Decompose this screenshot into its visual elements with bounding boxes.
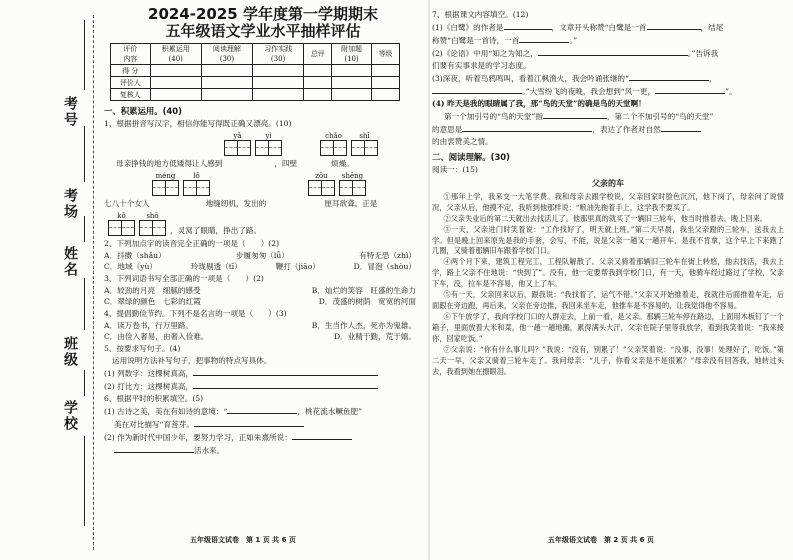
binding-label-school: 学校 — [62, 400, 78, 432]
q6-text: 活水来。 — [194, 446, 225, 456]
writing-cells — [152, 180, 179, 196]
q1-text: 母亲挣钱的地方低矮得让人感到 — [116, 159, 223, 169]
score-cell[interactable] — [304, 89, 332, 101]
q7-item-4: (4) 昨天是我的眼睛属了我，那“鸟的天堂”的确是鸟的天堂啊！ — [432, 99, 646, 108]
q7-item-1 — [432, 21, 784, 33]
exam-title-line1: 2024-2025 学年度第一学期期末 — [148, 5, 378, 23]
pinyin-text: zǒu — [315, 172, 328, 181]
q1-text: 烦燥。 — [331, 159, 354, 169]
q7-text: ”。 — [725, 87, 737, 96]
answer-blank[interactable] — [462, 123, 592, 132]
q1-text: 七八十个女人 — [104, 199, 150, 209]
q7-item-2 — [432, 47, 784, 59]
pinyin-box[interactable] — [183, 171, 210, 196]
q7-item-4a — [432, 110, 784, 122]
exam-title-line2: 五年级语文学业水平抽样评估 — [165, 22, 361, 40]
option[interactable]: A．读万卷书，行万里路。 — [104, 321, 194, 331]
q7-text: (3)深夜，听着鸟鸦鸣叫，看着江枫渔火，我会吟诵张继的“ — [432, 74, 629, 83]
writing-cells — [339, 180, 366, 196]
q7-item-3b — [432, 85, 784, 97]
question-6: 6、根据平时的积累填空。(5) — [104, 394, 204, 404]
q7-item-4e: 的由衷赞美之情。 — [432, 137, 493, 146]
q7-item-2b: 们要有实事求是的学习态度。 — [432, 61, 531, 70]
q6-text: (2) 作为新时代中国少年，要努力学习，正如朱熹所说： — [104, 433, 292, 443]
q7-text: ， — [708, 74, 717, 83]
binding-line — [84, 126, 85, 182]
answer-blank[interactable] — [193, 367, 378, 376]
pinyin-box[interactable] — [152, 171, 179, 196]
option[interactable]: 步履匆匆（lǚ） — [235, 251, 289, 261]
pinyin-row — [104, 211, 422, 236]
right-page — [432, 8, 784, 378]
q7-text: 称赞“白鹭是一首诗，一首 — [432, 36, 520, 45]
score-cell[interactable] — [332, 89, 372, 101]
writing-cells — [308, 180, 335, 196]
score-cell[interactable] — [304, 65, 332, 77]
q3-options-row — [104, 296, 422, 307]
score-header-cell: 阅读理解 (30) — [201, 44, 252, 65]
question-3: 3、下列词语书写全部正确的一项是（ ）(2) — [104, 274, 264, 284]
page-footer-right: 五年级语文试卷 第 2 页 共 6 页 — [548, 536, 654, 544]
writing-cells — [224, 140, 251, 156]
binding-line — [84, 436, 85, 526]
question-4: 4、提倡勤俭节约。下列不是名言的一项是（ ）(3) — [104, 309, 287, 319]
binding-dashed-line — [93, 15, 94, 550]
article-paragraph: ①那年上学，我来交一大笔学费。我和母亲去跟学校说，父亲回家时脸色沉沉，他下岗了，母亲问了说情况，父亲从后，他摸不定，我听到他那样说：“粮油先拖着手上，这学我不要买了。 — [432, 191, 784, 212]
page-fold — [428, 0, 430, 560]
answer-blank[interactable] — [647, 21, 701, 30]
score-cell[interactable] — [201, 77, 252, 89]
q7-text: 。”大雪纷飞的夜晚，我会想到“风一更， — [522, 87, 656, 96]
q7-text: 。”告诉我 — [687, 49, 719, 58]
binding-margin — [0, 0, 100, 560]
pinyin-box[interactable] — [224, 131, 251, 156]
answer-blank[interactable] — [292, 431, 352, 440]
score-cell[interactable] — [253, 77, 304, 89]
q6-text: ，桃花流水鳜鱼肥” — [297, 407, 363, 417]
score-header-cell: 评价 内容 — [111, 44, 151, 65]
score-cell[interactable] — [150, 77, 201, 89]
q1-text: ，四壁 — [274, 159, 298, 169]
option[interactable]: C．翠绿的颜色 七彩的红霞 — [104, 297, 201, 307]
pinyin-text: chǎo — [325, 132, 342, 141]
option[interactable]: A．较劲的月亮 细腻的感受 — [104, 286, 201, 296]
question-1: 1、根据拼音写汉字，相信你能写得既正确又漂亮。(10) — [104, 119, 292, 129]
binding-label-name: 姓名 — [62, 246, 78, 278]
q4-options-row — [104, 320, 422, 331]
pinyin-box[interactable] — [255, 131, 282, 156]
score-header-cell: 附加题 (10) — [332, 44, 372, 65]
section-heading: 一、积累运用。(40) — [104, 106, 182, 117]
pinyin-box[interactable] — [139, 211, 166, 236]
article-paragraph: ⑦父亲说：“你有什么事儿吗？”我说：“没有，别累了！”父亲笑着说：“没事，没事！处理好了，吃饭。”第二天一早，父亲又骑着三轮车走了。我问母亲：“儿子，你看父亲是不是很累？”母亲没有回答我，她转过头去，我看到她在擦眼泪。 — [432, 344, 784, 376]
answer-blank[interactable] — [193, 380, 378, 389]
q1-text: 厘耳欲聋。正是 — [324, 199, 378, 209]
pinyin-text: kǒ — [117, 212, 126, 221]
pinyin-text: shēng — [341, 172, 364, 181]
score-table-row — [111, 77, 400, 89]
score-cell[interactable] — [371, 65, 399, 77]
pinyin-box[interactable] — [320, 131, 347, 156]
q7-item-3 — [432, 72, 784, 84]
option[interactable]: B．生当作人杰，死亦为鬼雄。 — [311, 321, 416, 331]
score-table — [110, 43, 400, 101]
q1-text: 地缝纫机，发出的 — [205, 199, 267, 209]
pinyin-box[interactable] — [308, 171, 335, 196]
answer-blank[interactable] — [114, 444, 194, 453]
q6-text: (1) 古诗之美，美在有如诗的意境：“ — [104, 407, 228, 417]
q5-item-1 — [104, 367, 422, 379]
q7-item-1b — [432, 34, 784, 46]
q6-item-1 — [104, 405, 422, 417]
q6-text: 美在对比描写“育菩芽。 — [114, 420, 194, 430]
answer-blank[interactable] — [227, 405, 297, 414]
score-row-label: 评价人 — [111, 77, 151, 89]
answer-blank[interactable] — [538, 47, 688, 56]
q5-item-2 — [104, 380, 422, 392]
q4-options-row — [104, 331, 422, 342]
answer-blank[interactable] — [543, 110, 607, 119]
q5-item-text: (2) 打比方：这棵树真高， — [104, 382, 194, 392]
question-2: 2、下列加点字的读音完全正确的一项是（ ）(2) — [104, 239, 280, 249]
score-table-row — [111, 65, 400, 77]
pinyin-text: shǒ — [146, 212, 159, 221]
q2-options-row — [104, 261, 422, 272]
article-paragraph: ④两个月下来，建筑工程完工，工程队解散了。父亲又骑着那辆旧三轮车在街上转悠，他去找活，我去上学，路上父亲不住地说：“快到了”。没有，他一定要帮我到学校门口，有一天，他骑车经过路过了学校，父亲下车，没，拉车是不容易，他又上了车。 — [432, 257, 784, 289]
answer-blank[interactable] — [655, 85, 725, 94]
answer-blank[interactable] — [432, 85, 522, 94]
pinyin-box[interactable] — [351, 131, 378, 156]
option[interactable]: C．由俭入奢易，由奢入俭难。 — [104, 332, 209, 342]
binding-line — [84, 370, 85, 396]
article-paragraph: ②父亲失业后的第二天就出去找活儿了。他那里真的就买了一辆旧三轮车，他当时推着去，晚上回来。 — [443, 213, 767, 223]
pinyin-text: shī — [359, 132, 370, 141]
score-cell[interactable] — [332, 77, 372, 89]
question-5: 5、按要求写句子。(4) — [104, 344, 181, 354]
q6-item-1b — [104, 418, 422, 430]
score-cell[interactable] — [201, 89, 252, 101]
answer-blank[interactable] — [504, 21, 552, 30]
option[interactable]: 玲珑剔透（tī） — [190, 262, 242, 272]
option[interactable]: D．茂盛的树荫 宽宽的河面 — [318, 297, 416, 307]
score-cell[interactable] — [304, 77, 332, 89]
writing-cells — [139, 220, 166, 236]
article-paragraph: ⑤有一天，父亲回来以后，跟我说：“我找着了，运气不错。”父亲又开始推着走，我就往后面推着车走，后面跟在旁边跑，再后来，父亲在旁边推，我回来坐车走，他推车是不容易的，让我觉得他不容易。 — [432, 290, 784, 311]
binding-label-exam-number: 考号 — [62, 96, 78, 128]
q6-item-2 — [104, 431, 422, 443]
score-cell[interactable] — [150, 65, 201, 77]
page-footer-left: 五年级语文试卷 第 1 页 共 6 页 — [190, 536, 296, 544]
score-table-row — [111, 89, 400, 101]
question-7: 7、根据课文内容填空。(12) — [432, 10, 529, 19]
writing-cells — [183, 180, 210, 196]
score-cell[interactable] — [253, 65, 304, 77]
pinyin-box[interactable] — [108, 211, 135, 236]
option[interactable]: C．地域（yù） — [104, 262, 157, 272]
option[interactable]: 鞭打（jiāo） — [275, 262, 320, 272]
pinyin-text: yì — [265, 132, 272, 141]
score-cell[interactable] — [150, 89, 201, 101]
score-cell[interactable] — [371, 77, 399, 89]
q7-text: ，文章开头称赞“白鹭是一首 — [551, 23, 647, 32]
article-title: 父亲的车 — [592, 178, 624, 189]
answer-blank[interactable] — [629, 72, 709, 81]
score-header-cell: 等级 — [371, 44, 399, 65]
answer-blank[interactable] — [194, 418, 304, 427]
left-page — [104, 6, 422, 457]
section-heading: 二、阅读理解。(30) — [432, 152, 510, 162]
q5-item-text: (1) 列数字：这棵树真高， — [104, 369, 194, 379]
option[interactable]: A．抖擞（shǎu） — [104, 251, 166, 261]
pinyin-text: yǎ — [233, 132, 242, 141]
score-table-header — [111, 44, 400, 65]
answer-blank[interactable] — [661, 123, 701, 132]
option[interactable]: 有特无恐（zhì） — [359, 251, 416, 261]
question-1-line-1 — [104, 158, 422, 169]
q7-text: 的意思是 — [432, 125, 463, 134]
question-1-line-2 — [104, 198, 422, 209]
option[interactable]: D．冒泡（shòu） — [353, 262, 416, 272]
score-row-label: 得 分 — [111, 65, 151, 77]
score-row-label: 复核人 — [111, 89, 151, 101]
score-cell[interactable] — [253, 89, 304, 101]
article-paragraph: ⑥下午放学了，我向学校门口的人群走去，上前一看，是父亲。那辆三轮车停在路边，上面用木板钉了一个箱子，里面放着大米和菜，他一趟一趟地搬，累得满头大汗，父亲在院子里等我放学，看到我笑着说：“我来接你，回家吃饭。” — [432, 312, 784, 343]
binding-line — [84, 278, 85, 330]
article-paragraph: ③一天，父亲进门时笑着说：“工作找好了，明天就上班。”第二天早晨，我坐父亲蹬的三轮车，送我去上学。但是晚上回来原先是我的手套，会写，不能，说是父亲一趟又一趟开车，是我不肯拿，这个早上下来跑了几圈，又骑着那辆旧车跟着学校门口。 — [432, 224, 784, 256]
score-header-cell: 积累运用 (40) — [150, 44, 201, 65]
score-header-cell: 习作实践 (30) — [253, 44, 304, 65]
q7-text: ，第二个不加引号的“鸟的天堂” — [606, 112, 714, 121]
score-header-cell: 总评 — [304, 44, 332, 65]
pinyin-row — [104, 131, 422, 156]
q6-item-2b — [104, 444, 422, 456]
writing-cells — [108, 220, 135, 236]
writing-cells — [255, 140, 282, 156]
score-cell[interactable] — [371, 89, 399, 101]
q7-text: 。” — [569, 36, 578, 45]
q7-text: (2)《论语》中用“知之为知之， — [432, 49, 538, 58]
binding-label-exam-room: 考场 — [62, 188, 78, 220]
binding-line — [84, 20, 85, 90]
writing-cells — [351, 140, 378, 156]
q1-text: ，灵窝了眼睛，挣出了路。 — [170, 226, 262, 236]
score-cell[interactable] — [332, 65, 372, 77]
answer-blank[interactable] — [519, 34, 569, 43]
q3-options-row — [104, 285, 422, 296]
reading-label: 阅读一：(15) — [432, 165, 478, 175]
pinyin-text: lǒ — [193, 172, 200, 181]
score-cell[interactable] — [201, 65, 252, 77]
binding-line — [84, 216, 85, 242]
q7-text: 第一个加引号的“鸟的天堂”指 — [444, 112, 543, 121]
q7-text: ，结尾 — [700, 23, 724, 32]
option[interactable]: D．业精于勤，荒于嬉。 — [333, 332, 416, 342]
option[interactable]: B．灿烂的笑容 旺盛的生命力 — [311, 286, 416, 296]
question-5-desc: 运用说明方法补写句子，把事物的特点写具体。 — [112, 356, 272, 366]
q7-text: (1)《白鹭》的作者是 — [432, 23, 504, 32]
pinyin-box[interactable] — [339, 171, 366, 196]
pinyin-row — [104, 171, 422, 196]
q7-item-4c — [432, 123, 784, 135]
q7-text: ，表达了作者对自然 — [592, 125, 661, 134]
writing-cells — [320, 140, 347, 156]
q2-options-row — [104, 250, 422, 261]
pinyin-text: méng — [155, 172, 176, 181]
binding-label-class: 班级 — [62, 336, 78, 368]
